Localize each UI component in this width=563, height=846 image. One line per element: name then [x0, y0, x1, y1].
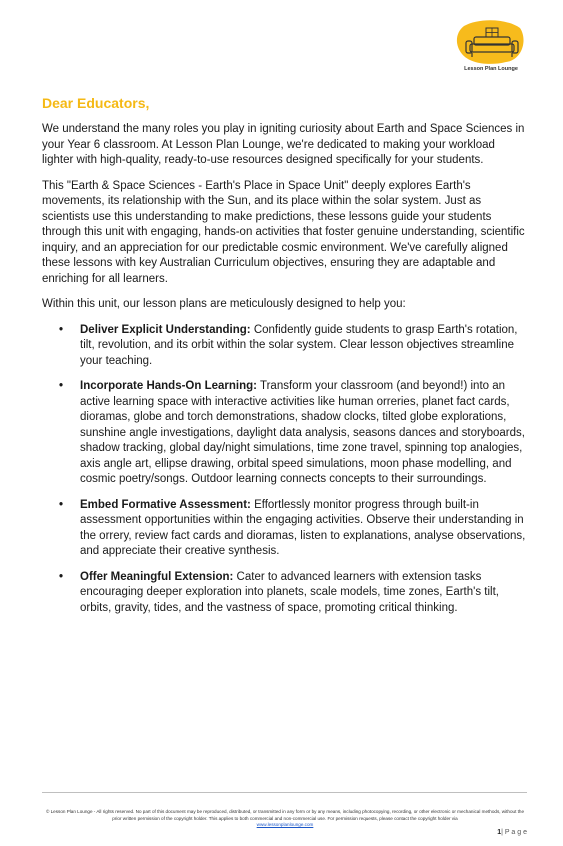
page-number-value: 1	[497, 829, 502, 836]
letter-body	[42, 122, 528, 626]
page-label: | P a g e	[501, 829, 527, 836]
logo-wordmark: Lesson Plan Lounge	[464, 66, 518, 72]
footer-divider	[42, 792, 527, 793]
letter-greeting: Dear Educators,	[42, 95, 150, 111]
unit-description-paragraph: This "Earth & Space Sciences - Earth's Place in Space Unit" deeply explores Earth's movements, its relationship with the Sun, and its place within the solar system. Just as scientists use this understanding to make predictions, these lessons guide your students through this unit with engaging, hands-on activities that foster genuine understanding, scientific inquiry, and an appreciation for our predictable cosmic environment. We've carefully aligned these lessons with key Australian Curriculum objectives, ensuring they are adaptable and enriching for all learners.	[42, 179, 525, 285]
list-item	[42, 570, 528, 617]
list-item	[42, 498, 528, 560]
list-item-title: Deliver Explicit Understanding:	[80, 323, 251, 336]
copyright-text: © Lesson Plan Lounge - All rights reserved. No part of this document may be reproduced, distributed, or transmitted in any form or by any means, including photocopying, recording, or other electronic or mechanical methods, without the prior written permission of the copyright holder. This applies to both commercial and non-commercial use. For permission requests, please contact the copyright holder via	[45, 809, 525, 821]
list-item-text: Confidently guide students to grasp Earth's rotation, tilt, revolution, and its orbit within the solar system. Clear lesson objectives streamline your teaching.	[80, 323, 518, 367]
list-item-text: Cater to advanced learners with extension tasks encouraging deeper exploration into planets, scale models, time zones, Earth's tilt, orbits, gravity, tides, and the vastness of space, promoting critical thinking.	[80, 570, 499, 614]
bullet-icon: •	[59, 323, 64, 336]
lesson-plan-lounge-logo	[456, 20, 526, 76]
list-item	[42, 323, 528, 370]
page-number	[497, 829, 527, 836]
list-item-title: Offer Meaningful Extension:	[80, 570, 234, 583]
sofa-icon	[456, 20, 526, 66]
list-item-title: Embed Formative Assessment:	[80, 498, 251, 511]
list-item-text: Effortlessly monitor progress through built-in assessment opportunities within the engaging activities. Observe their understanding in the orrery, review fact cards and dioramas, listen to explanations, analyse observations, and appreciate their creative synthesis.	[80, 498, 526, 557]
bullet-icon: •	[59, 380, 64, 392]
copyright-notice	[42, 809, 528, 829]
intro-paragraph: We understand the many roles you play in igniting curiosity about Earth and Space Sciences in your Year 6 classroom. At Lesson Plan Lounge, we're dedicated to making your workload lighter with high-quality, ready-to-use resources designed specifically for your students.	[42, 123, 525, 166]
website-link[interactable]: www.lessonplanlounge.com	[256, 822, 314, 828]
bullet-icon: •	[59, 570, 64, 583]
bullet-intro-paragraph: Within this unit, our lesson plans are meticulously designed to help you:	[42, 298, 406, 310]
list-item-title: Incorporate Hands-On Learning:	[80, 380, 257, 392]
list-item	[42, 379, 528, 488]
list-item-text: Transform your classroom (and beyond!) into an active learning space with interactive activities like human orreries, planet fact cards, dioramas, globe and torch demonstrations, shadow clocks, tilted globe explorations, sunshine angle investigations, daylight data analysis, seasons dances and storyboards, shadow tracking, global day/night simulations, time zone travel, spinning top analogies, axis angle art, ellipse drawing, orbital speed simulations, moon phase modelling, and cosmic poetry/songs. Outdoor learning connects concepts to their surroundings.	[80, 380, 525, 485]
bullet-icon: •	[59, 498, 64, 511]
benefit-list	[42, 323, 528, 617]
